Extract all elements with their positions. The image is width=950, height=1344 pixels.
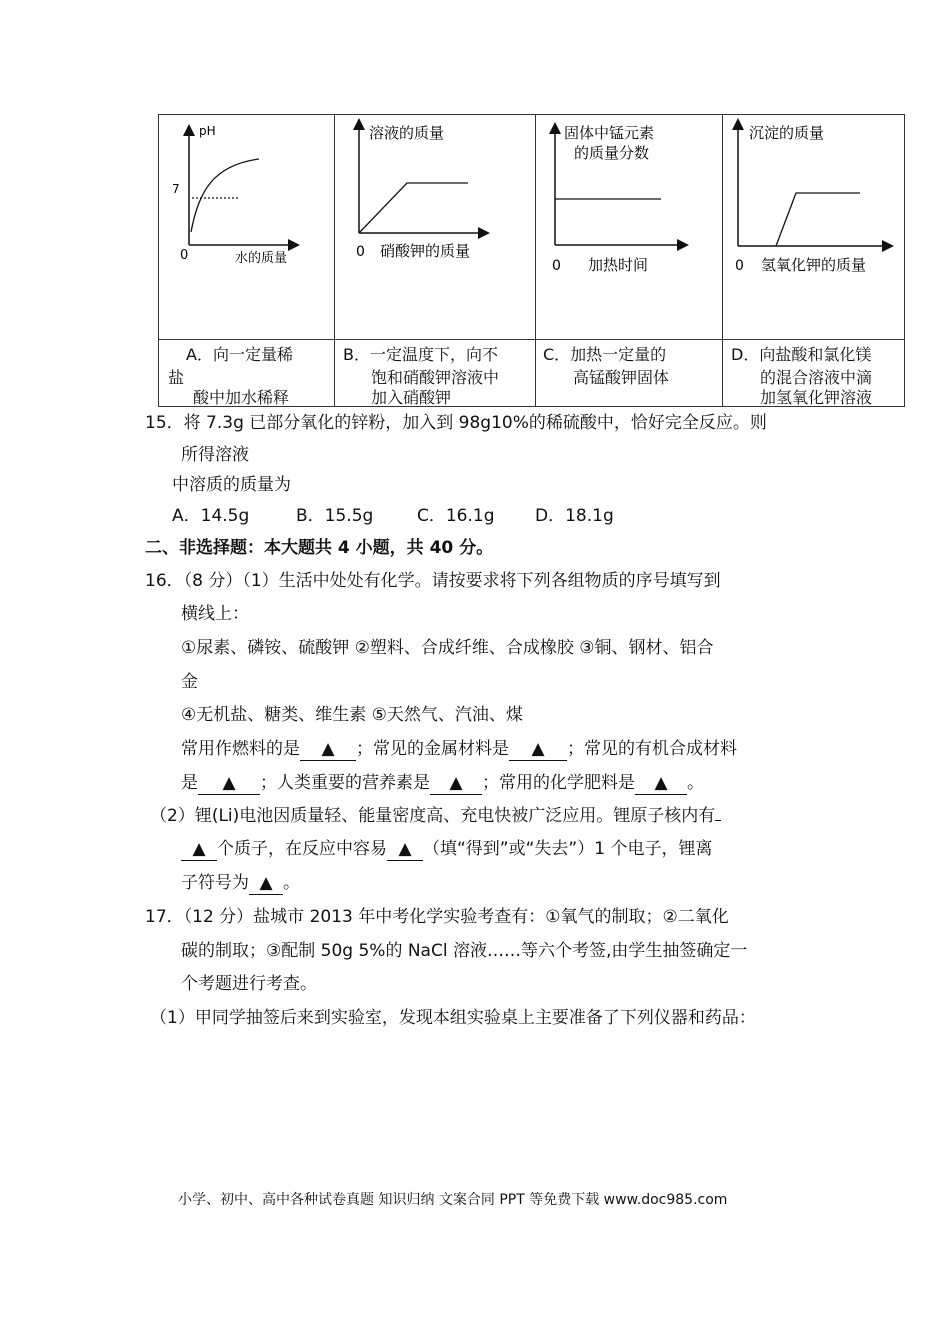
graph-a	[159, 115, 334, 339]
precipitate-line	[776, 193, 860, 246]
table-divider	[159, 339, 904, 340]
q16-end-text: 。	[687, 773, 704, 793]
caption-c-1: C．加热一定量的	[543, 345, 667, 364]
q15-option-b: B．15.5g	[296, 506, 374, 526]
q16-line-7	[181, 772, 704, 795]
graph-b-origin: 0	[356, 244, 365, 260]
q16-line-1: 16．（8 分）（1）生活中处处有化学。请按要求将下列各组物质的序号填写到	[145, 571, 721, 591]
q16-line-5: ④无机盐、糖类、维生素 ⑤天然气、汽油、煤	[181, 705, 523, 725]
graph-table	[158, 114, 905, 407]
caption-d-1: D．向盐酸和氯化镁	[731, 345, 872, 364]
graph-a-origin: 0	[180, 248, 189, 263]
q16-part2-text-d: 子符号为	[181, 873, 249, 893]
graph-b-xlabel: 硝酸钾的质量	[380, 242, 471, 260]
q15-line-1: 15．将 7.3g 已部分氧化的锌粉，加入到 98g10%的稀硫酸中，恰好完全反应。则	[145, 413, 767, 433]
q16-metal-text: ；常见的金属材料是	[356, 739, 509, 759]
caption-a-2: 盐	[168, 368, 185, 387]
caption-b-3: 加入硝酸钾	[371, 388, 452, 407]
graph-d-ylabel: 沉淀的质量	[749, 124, 825, 142]
q16-part2-text-c: （填“得到”或“失去”）1 个电子，锂离	[423, 839, 713, 859]
q16-is-text: 是	[181, 773, 198, 793]
page-footer: 小学、初中、高中各种试卷真题 知识归纳 文案合同 PPT 等免费下载 www.doc985.com	[178, 1192, 728, 1208]
blank-organic[interactable]: ▲	[198, 772, 260, 795]
q16-part2-text-a: （2）锂(Li)电池因质量轻、能量密度高、充电快被广泛应用。锂原子核内有	[150, 806, 716, 826]
section-2-heading: 二、非选择题：本大题共 4 小题，共 40 分。	[145, 538, 494, 558]
blank-fertilizer[interactable]: ▲	[635, 772, 687, 795]
q16-line-2: 横线上：	[181, 604, 249, 624]
q16-line-6	[181, 738, 737, 761]
graph-a-ylabel: pH	[199, 124, 216, 138]
graph-c-xlabel: 加热时间	[588, 256, 649, 274]
caption-a-1: A．向一定量稀	[186, 345, 293, 364]
blank-protons-start	[715, 820, 721, 821]
q16-organic-text: ；常见的有机合成材料	[567, 739, 737, 759]
blank-fuel[interactable]: ▲	[300, 738, 356, 761]
q17-line-3: 个考题进行考查。	[181, 974, 317, 994]
caption-d-2: 的混合溶液中滴	[760, 368, 873, 387]
q17-line-4: （1）甲同学抽签后来到实验室，发现本组实验桌上主要准备了下列仪器和药品：	[150, 1008, 756, 1028]
q15-line-2: 所得溶液	[181, 445, 249, 465]
blank-protons[interactable]: ▲	[181, 838, 217, 861]
q16-part2-line-2	[181, 838, 712, 861]
caption-b-1: B．一定温度下，向不	[343, 345, 498, 364]
q17-line-2: 碳的制取；③配制 50g 5%的 NaCl 溶液……等六个考签,由学生抽签确定一	[181, 941, 748, 961]
graph-b	[335, 115, 535, 339]
graph-c	[536, 115, 722, 339]
q16-nutrient-text: ；人类重要的营养素是	[260, 773, 430, 793]
q16-part2-line-3	[181, 872, 300, 895]
blank-ion-symbol[interactable]: ▲	[249, 872, 283, 895]
q16-part2-text-b: 个质子，在反应中容易	[217, 839, 387, 859]
graph-a-xlabel: 水的质量	[235, 251, 288, 266]
caption-a-3: 酸中加水稀释	[193, 388, 290, 407]
caption-b-2: 饱和硝酸钾溶液中	[371, 368, 500, 387]
caption-c-2: 高锰酸钾固体	[573, 368, 670, 387]
blank-nutrient[interactable]: ▲	[430, 772, 482, 795]
q16-part2-text-e: 。	[283, 873, 300, 893]
graph-c-ylabel-1: 固体中锰元素	[564, 124, 655, 142]
q16-fuel-text: 常用作燃料的是	[181, 739, 300, 759]
graph-d-origin: 0	[735, 258, 744, 274]
q15-option-a: A．14.5g	[172, 506, 250, 526]
mass-line	[359, 183, 468, 233]
graph-d	[723, 115, 905, 339]
q15-line-3: 中溶质的质量为	[172, 475, 291, 495]
graph-a-mark7: 7	[172, 182, 180, 196]
graph-c-origin: 0	[552, 258, 561, 274]
graph-c-ylabel-2: 的质量分数	[574, 144, 650, 162]
q16-line-4: 金	[181, 672, 198, 692]
q17-line-1: 17．（12 分）盐城市 2013 年中考化学实验考查有：①氧气的制取；②二氧化	[145, 907, 729, 927]
blank-gain-lose[interactable]: ▲	[387, 838, 423, 861]
graph-b-ylabel: 溶液的质量	[369, 124, 445, 142]
caption-d-3: 加氢氧化钾溶液	[760, 388, 873, 407]
q15-option-d: D．18.1g	[535, 506, 614, 526]
q16-fert-text: ；常用的化学肥料是	[482, 773, 635, 793]
q15-option-c: C．16.1g	[417, 506, 495, 526]
q16-part2-line-1	[150, 805, 721, 827]
ph-curve	[191, 159, 259, 232]
graph-d-xlabel: 氢氧化钾的质量	[761, 256, 867, 274]
q16-line-3: ①尿素、磷铵、硫酸钾 ②塑料、合成纤维、合成橡胶 ③铜、钢材、铝合	[181, 638, 714, 658]
blank-metal[interactable]: ▲	[509, 738, 567, 761]
